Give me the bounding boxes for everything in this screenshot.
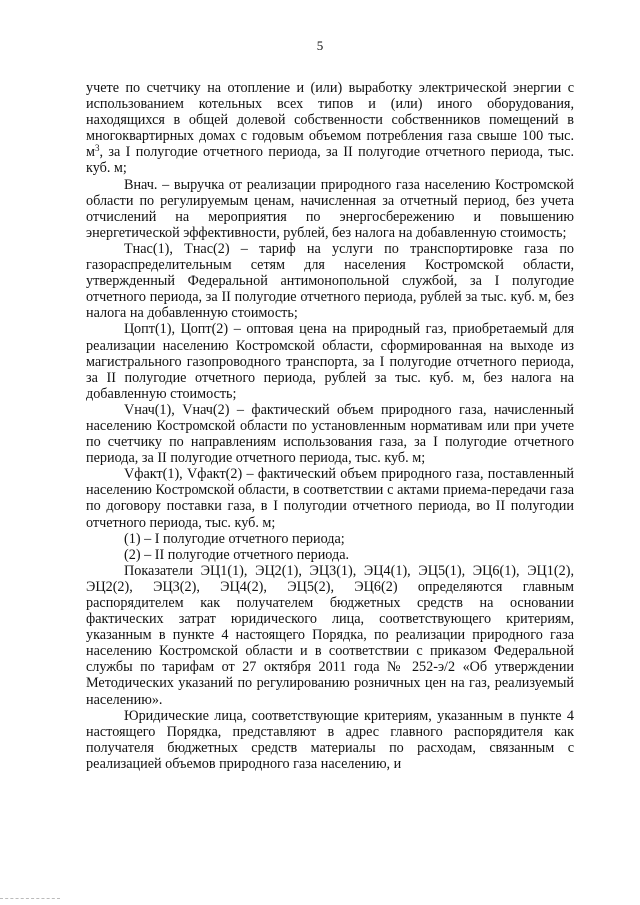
superscript: 3 xyxy=(94,143,100,154)
paragraph-vnach-revenue: Внач. – выручка от реализации природного газа населению Костромской области по регулируемым ценам, начисленная за отчетный период, без учета отчислений на мероприятия по энергосбережению и повышению энергетической эффективности, рублей, без налога на добавленную стоимость; xyxy=(86,176,574,241)
paragraph-tnas-tariff: Тнас(1), Тнас(2) – тариф на услуги по транспортировке газа по газораспределительным сетям для населения Костромской области, утвержденный Федеральной антимонопольной службой, за I полугодие отчетного периода, за II полугодие отчетного периода, рублей за тыс. куб. м, без налога на добавленную стоимость; xyxy=(86,240,574,322)
document-body xyxy=(86,80,574,772)
scan-artifact xyxy=(0,898,60,905)
paragraph-legal-entities: Юридические лица, соответствующие критериям, указанным в пункте 4 настоящего Порядка, представляют в адрес главного распорядителя как получателя бюджетных средств материалы по расходам, связанным с реализацией объемов природного газа населению, и xyxy=(86,707,574,772)
paragraph-vnach-volume: Vнач(1), Vнач(2) – фактический объем природного газа, начисленный населению Костромской области по установленным нормативам или при учете по счетчику по направлениям использования газа, за I полугодие отчетного периода, за II полугодие отчетного периода, тыс. куб. м; xyxy=(86,401,574,467)
paragraph-legend-2: (2) – II полугодие отчетного периода. xyxy=(124,546,350,563)
paragraph-copt-price: Цопт(1), Цопт(2) – оптовая цена на природный газ, приобретаемый для реализации населению Костромской области, сформированная на выходе из магистрального газопроводного транспорта, за I полугодие отчетного периода, за II полугодие отчетного периода, рублей за тыс. куб. м, без налога на добавленную стоимость; xyxy=(86,321,574,402)
page-number: 5 xyxy=(316,38,324,53)
paragraph-legend-1: (1) – I полугодие отчетного периода; xyxy=(124,530,345,547)
paragraph-continuation: учете по счетчику на отопление и (или) выработку электрической энергии с использованием котельных всех типов и (или) иного оборудования, находящихся в общей долевой собственности собственников помещений в многоквартирных домах с годовым объемом потребления газа свыше 100 тыс. $м^3$, за I полугодие отчетного периода, за II полугодие отчетного периода, тыс. куб. м; xyxy=(86,80,574,177)
paragraph-vfakt-volume: Vфакт(1), Vфакт(2) – фактический объем природного газа, поставленный населению Костромской области, в соответствии с актами приема-передачи газа по договору поставки газа, в I полугодии отчетного периода, во II полугодии отчетного периода, тыс. куб. м; xyxy=(86,466,574,531)
paragraph-indicators: Показатели ЭЦ1(1), ЭЦ2(1), ЭЦ3(1), ЭЦ4(1), ЭЦ5(1), ЭЦ6(1), ЭЦ1(2), ЭЦ2(2), ЭЦ3(2), ЭЦ4(2), ЭЦ5(2), ЭЦ6(2) определяются главным распорядителем как получателем бюджетных средств на основании фактических затрат юридического лица, соответствующего критериям, указанным в пункте 4 настоящего Порядка, по реализации природного газа населению Костромской области и в соответствии с приказом Федеральной службы по тарифам от 27 октября 2011 года № 252-э/2 «Об утверждении Методических указаний по регулированию розничных цен на газ, реализуемый населению». xyxy=(86,562,574,708)
